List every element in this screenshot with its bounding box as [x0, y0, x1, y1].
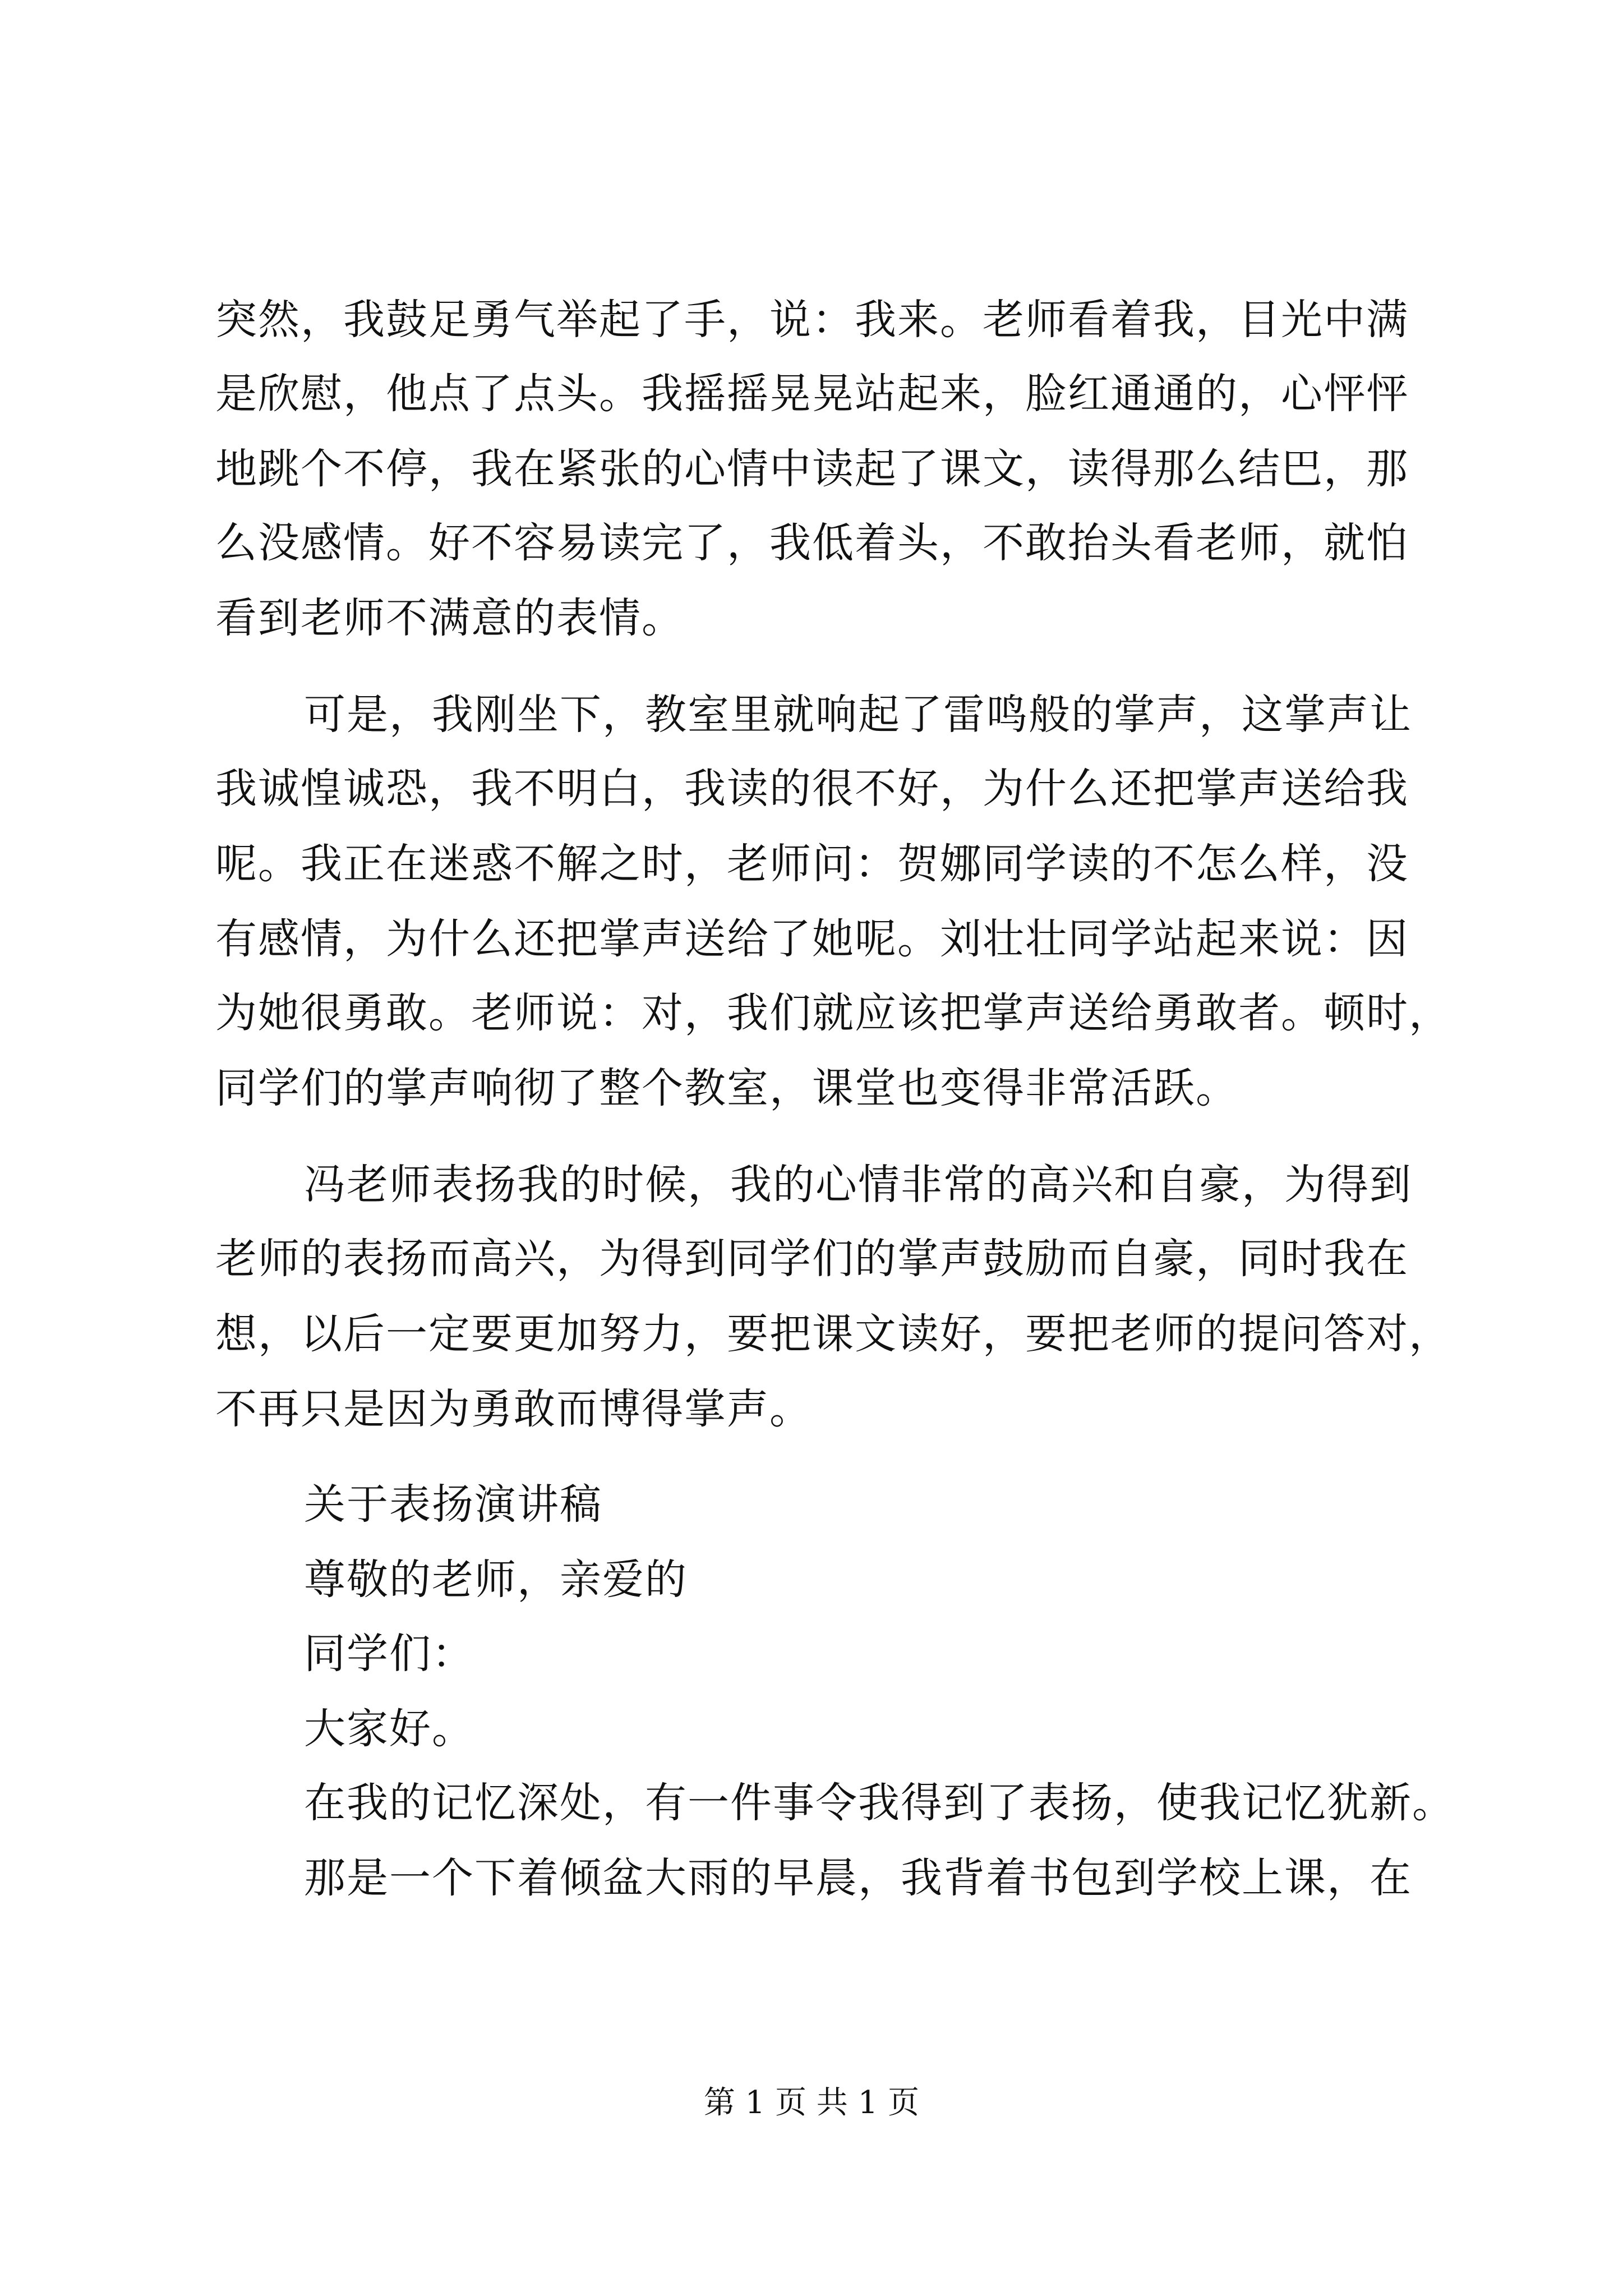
text-line: 看到老师不满意的表情。	[215, 594, 684, 642]
page-footer: 第 1 页 共 1 页	[703, 2085, 920, 2121]
text-line: 想，以后一定要更加努力，要把课文读好，要把老师的提问答对，	[215, 1310, 1451, 1358]
text-line: 是欣慰，他点了点头。我摇摇晃晃站起来，脸红通通的，心怦怦	[215, 370, 1409, 418]
text-line: 不再只是因为勇敢而博得掌声。	[215, 1385, 812, 1433]
text-line: 大家好。	[304, 1705, 474, 1753]
text-line: 尊敬的老师，亲爱的	[304, 1556, 688, 1604]
text-line: 呢。我正在迷惑不解之时，老师问：贺娜同学读的不怎么样，没	[215, 840, 1409, 888]
text-line: 同学们的掌声响彻了整个教室，课堂也变得非常活跃。	[215, 1064, 1238, 1112]
text-line: 突然，我鼓足勇气举起了手，说：我来。老师看着我，目光中满	[215, 296, 1409, 344]
text-line: 我诚惶诚恐，我不明白，我读的很不好，为什么还把掌声送给我	[215, 765, 1409, 813]
text-line: 可是，我刚坐下，教室里就响起了雷鸣般的掌声，这掌声让	[304, 691, 1412, 739]
text-line: 老师的表扬而高兴，为得到同学们的掌声鼓励而自豪，同时我在	[215, 1235, 1409, 1283]
text-line: 在我的记忆深处，有一件事令我得到了表扬，使我记忆犹新。	[304, 1779, 1455, 1827]
text-line: 为她很勇敢。老师说：对，我们就应该把掌声送给勇敢者。顿时，	[215, 989, 1451, 1037]
speech-title: 关于表扬演讲稿	[304, 1480, 602, 1529]
text-line: 同学们：	[304, 1630, 474, 1678]
text-line: 么没感情。好不容易读完了，我低着头，不敢抬头看老师，就怕	[215, 519, 1409, 567]
text-line: 那是一个下着倾盆大雨的早晨，我背着书包到学校上课，在	[304, 1854, 1412, 1902]
text-line: 有感情，为什么还把掌声送给了她呢。刘壮壮同学站起来说：因	[215, 915, 1409, 963]
text-line: 地跳个不停，我在紧张的心情中读起了课文，读得那么结巴，那	[215, 445, 1409, 493]
text-line: 冯老师表扬我的时候，我的心情非常的高兴和自豪，为得到	[304, 1161, 1412, 1209]
